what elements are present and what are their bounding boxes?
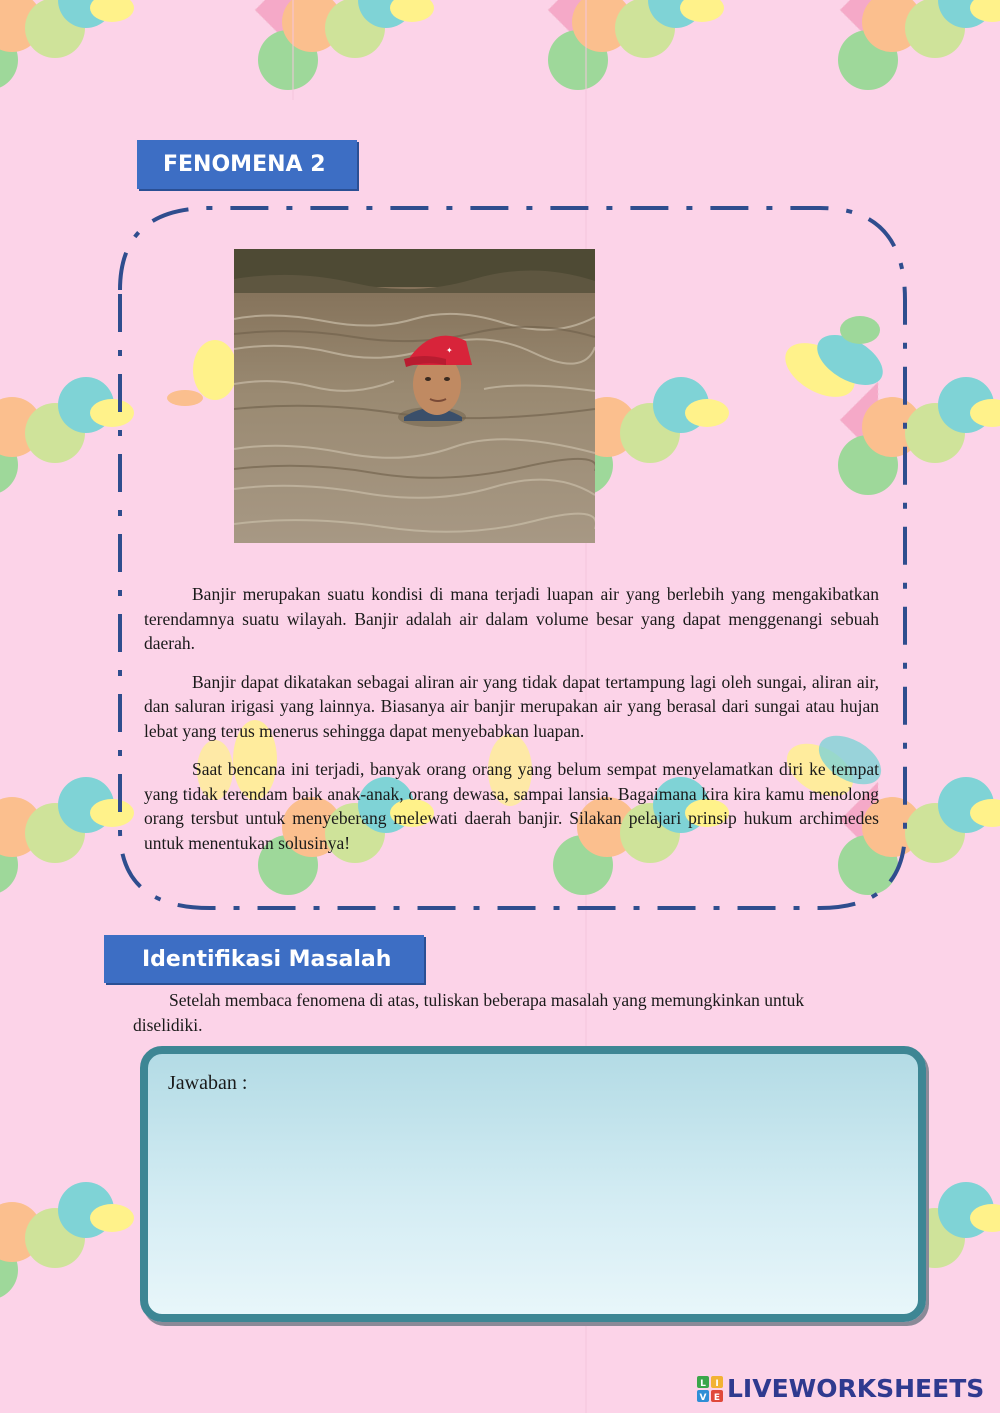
phenomenon-badge (137, 140, 357, 189)
svg-text:V: V (699, 1392, 707, 1402)
svg-text:I: I (715, 1378, 719, 1389)
paragraph-3: Saat bencana ini terjadi, banyak orang orang yang belum sempat menyelamatkan diri ke tempat yang tidak terendam baik anak-anak, orang dewasa, sampai lansia. Bagaimana kira kira kamu menolong orang tersbut untuk menyeberang melewati daerah banjir. Silakan pelajari prinsip hukum archimedes untuk menentukan solusinya! (144, 759, 879, 853)
problem-identification-badge (104, 935, 424, 983)
svg-text:✦: ✦ (446, 346, 453, 355)
liveworksheets-wordmark: LIVEWORKSHEETS (727, 1374, 985, 1403)
answer-label: Jawaban : (168, 1072, 248, 1094)
instruction-text: Setelah membaca fenomena di atas, tuliskan beberapa masalah yang memungkinkan untuk diselidiki. (133, 990, 805, 1035)
liveworksheets-logo-icon (697, 1376, 723, 1402)
liveworksheets-brand[interactable] (697, 1374, 984, 1403)
flood-photo-illustration (234, 249, 595, 543)
paragraph-1: Banjir merupakan suatu kondisi di mana terjadi luapan air yang berlebih yang mengakibatkan terendamnya suatu wilayah. Banjir adalah air dalam volume besar yang dapat menggenangi sebuah daerah. (144, 584, 879, 653)
paragraph-2: Banjir dapat dikatakan sebagai aliran air yang tidak dapat tertampung lagi oleh sungai, aliran air, dan saluran irigasi yang lainnya. Biasanya air banjir merupakan air yang berasal dari sungai atau hujan lebat yang terus menerus sehingga dapat menyebabkan luapan. (144, 671, 879, 741)
answer-input[interactable] (168, 1106, 902, 1300)
problem-identification-label: Identifikasi Masalah (142, 946, 392, 972)
svg-text:E: E (713, 1392, 721, 1402)
flood-photo (234, 249, 595, 543)
svg-text:L: L (700, 1378, 706, 1389)
answer-box[interactable] (140, 1046, 926, 1322)
phenomenon-text (144, 582, 879, 869)
phenomenon-badge-label: FENOMENA 2 (163, 152, 326, 177)
